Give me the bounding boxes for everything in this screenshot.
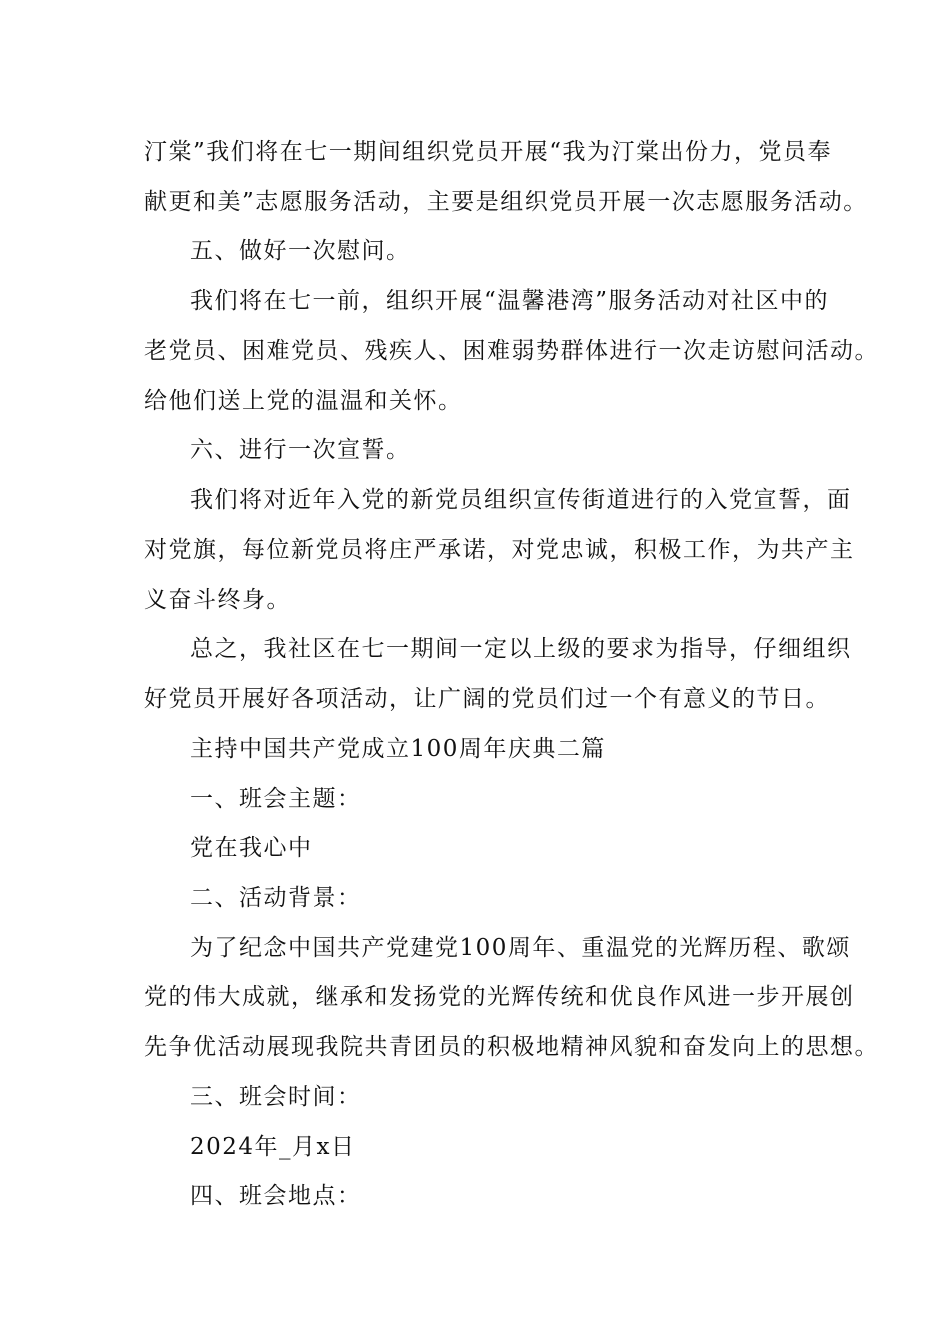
paragraph-line: 党的伟大成就，继承和发扬党的光辉传统和优良作风进一步开展创 bbox=[144, 984, 855, 1010]
paragraph-line: 好党员开展好各项活动，让广阔的党员们过一个有意义的节日。 bbox=[144, 686, 830, 712]
paragraph-line: 我们将对近年入党的新党员组织宣传街道进行的入党宣誓，面 bbox=[190, 487, 852, 513]
paragraph-line: 我们将在七一前，组织开展“温馨港湾”服务活动对社区中的 bbox=[190, 288, 830, 314]
paragraph-line: 2024年_月x日 bbox=[190, 1134, 356, 1160]
section-heading: 一、班会主题： bbox=[190, 786, 362, 812]
section-heading: 六、进行一次宣誓。 bbox=[190, 437, 411, 463]
section-heading: 五、做好一次慰问。 bbox=[190, 238, 411, 264]
paragraph-line: 汀棠”我们将在七一期间组织党员开展“我为汀棠出份力，党员奉 bbox=[144, 139, 833, 165]
document-title: 主持中国共产党成立100周年庆典二篇 bbox=[190, 736, 606, 762]
paragraph-line: 总之，我社区在七一期间一定以上级的要求为指导，仔细组织 bbox=[190, 636, 852, 662]
paragraph-line: 给他们送上党的温温和关怀。 bbox=[144, 388, 463, 414]
paragraph-line: 献更和美”志愿服务活动，主要是组织党员开展一次志愿服务活动。 bbox=[144, 189, 868, 215]
section-heading: 三、班会时间： bbox=[190, 1084, 362, 1110]
paragraph-line: 义奋斗终身。 bbox=[144, 587, 291, 613]
section-heading: 二、活动背景： bbox=[190, 885, 362, 911]
paragraph-line: 为了纪念中国共产党建党100周年、重温党的光辉历程、歌颂 bbox=[190, 935, 851, 961]
paragraph-line: 先争优活动展现我院共青团员的积极地精神风貌和奋发向上的思想。 bbox=[144, 1034, 879, 1060]
section-heading: 四、班会地点： bbox=[190, 1183, 362, 1209]
paragraph-line: 老党员、困难党员、残疾人、困难弱势群体进行一次走访慰问活动。 bbox=[144, 338, 879, 364]
paragraph-line: 对党旗，每位新党员将庄严承诺，对党忠诚，积极工作，为共产主 bbox=[144, 537, 855, 563]
paragraph-line: 党在我心中 bbox=[190, 835, 313, 861]
